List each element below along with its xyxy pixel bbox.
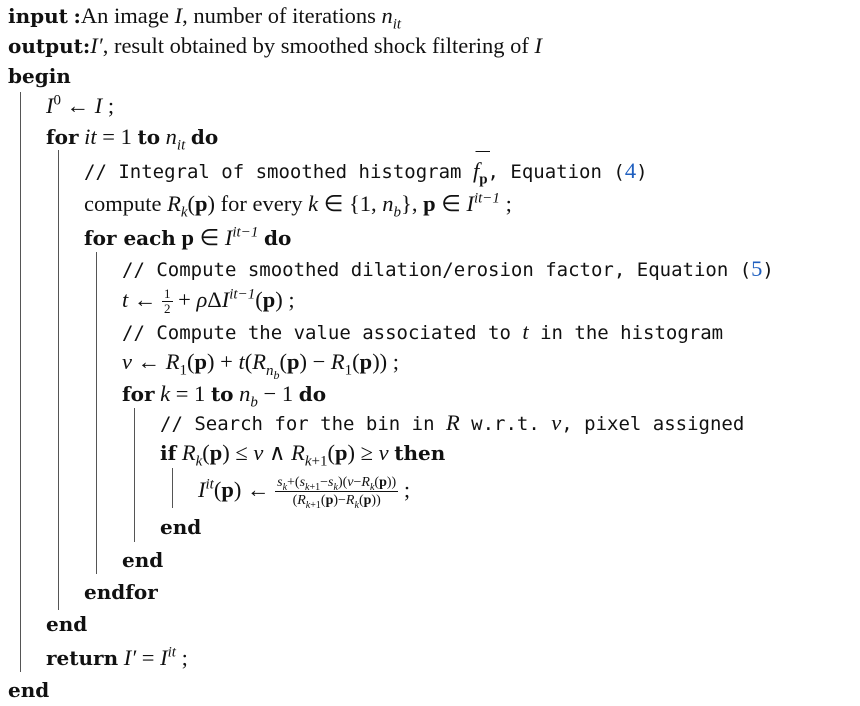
for-each-line: for each p ∈ $I^{it-1}$ do bbox=[84, 224, 292, 250]
comment-integral-line: // Integral of smoothed histogram $f_p$, Equation (4) bbox=[84, 155, 648, 187]
pixel-assign-line: $I^{it}(p)$ ← $\frac{s_k+(s_{k+1}-s_k)(v-R_k(p))}{(R_{k+1}(p)-R_k(p))}$ ; bbox=[198, 475, 411, 512]
for-it-line: for it = 1 to $n_{it}$ do bbox=[46, 124, 219, 154]
compute-line: compute $R_k(p)$ for every k ∈ {1, $n_b$}, p ∈ $I^{it-1}$ ; bbox=[84, 190, 512, 221]
equation-5-ref[interactable]: 5 bbox=[751, 256, 763, 281]
indent-guide-for-k bbox=[134, 408, 135, 542]
indent-guide-begin bbox=[20, 92, 21, 672]
end-begin: end bbox=[8, 678, 50, 702]
equation-4-ref[interactable]: 4 bbox=[624, 158, 637, 183]
comment-search-line: // Search for the bin in R w.r.t. v, pixel assigned bbox=[160, 410, 745, 435]
for-k-line: for k = 1 to $n_b - 1$ do bbox=[122, 381, 327, 411]
output-line: output:I′, result obtained by smoothed shock filtering of I bbox=[8, 33, 542, 58]
v-assign-line: v ← $R_1(p) + t(R_{n_b}(p) - R_1(p))$ ; bbox=[122, 349, 400, 382]
endfor-keyword: endfor bbox=[84, 580, 158, 604]
indent-guide-for-each bbox=[96, 252, 97, 574]
t-assign-line: t ← $\frac{1}{2}$ + ρΔI$^{it-1}$(p) ; bbox=[122, 286, 295, 317]
init-line: $I^0$ ← I ; bbox=[46, 92, 115, 118]
input-keyword: input bbox=[8, 4, 68, 28]
begin-keyword: begin bbox=[8, 64, 71, 88]
end-if: end bbox=[160, 515, 202, 539]
end-for-k: end bbox=[122, 548, 164, 572]
assignment-fraction: $\frac{s_k+(s_{k+1}-s_k)(v-R_k(p))}{(R_{k+1}(p)-R_k(p))}$ bbox=[277, 475, 397, 512]
if-line: if $R_k(p) \le v$ ∧ $R_{k+1}(p) \ge v$ then bbox=[160, 440, 446, 470]
output-keyword: output bbox=[8, 34, 83, 58]
indent-guide-if bbox=[172, 468, 173, 508]
comment-value-line: // Compute the value associated to t in the histogram bbox=[122, 319, 724, 344]
end-for-it: end bbox=[46, 612, 88, 636]
input-line: input :An image I, number of iterations $n_{it}$ bbox=[8, 3, 402, 33]
comment-dilation-line: // Compute smoothed dilation/erosion factor, Equation (5) bbox=[122, 256, 774, 281]
return-line: return $I' = I^{it}$ ; bbox=[46, 644, 188, 670]
indent-guide-for-it bbox=[58, 150, 59, 610]
